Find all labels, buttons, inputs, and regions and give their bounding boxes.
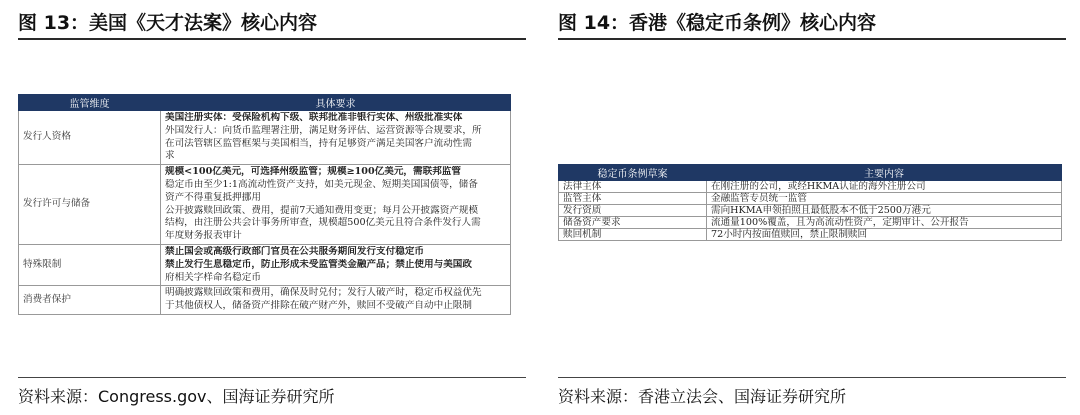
left-source-rule: [18, 377, 526, 378]
requirement-line: 求: [165, 150, 175, 162]
row-dimension: 特殊限制: [19, 244, 161, 285]
left-source: 资料来源：Congress.gov、国海证券研究所: [18, 387, 335, 406]
row-requirements: [161, 286, 511, 315]
header-dimension: 监管维度: [19, 95, 161, 111]
table-header-row: [19, 95, 511, 111]
hk-stablecoin-table: [558, 164, 1062, 241]
row-dimension: 发行许可与储备: [19, 165, 161, 245]
requirement-line: 资产不得重复抵押挪用: [165, 191, 261, 203]
right-source-rule: [558, 377, 1066, 378]
genius-act-table: [18, 94, 511, 315]
requirement-line: 结构，由注册公共会计事务所审查，规模超500亿美元且符合条件发行人需: [165, 217, 481, 229]
table-header-row: [559, 165, 1062, 181]
row-dimension: 发行人资格: [19, 111, 161, 165]
row-item: 法律主体: [559, 181, 707, 193]
table-row: [559, 217, 1062, 229]
table-row: [19, 111, 511, 165]
row-item: 赎回机制: [559, 229, 707, 241]
row-content: 在刚注册的公司，或经HKMA认证的海外注册公司: [707, 181, 1062, 193]
requirement-line: 府相关字样命名稳定币: [165, 271, 261, 283]
table-row: [559, 193, 1062, 205]
requirement-line: 规模<100亿美元，可选择州级监管；规模≥100亿美元，需联邦监管: [165, 166, 461, 178]
requirement-line: 美国注册实体：受保险机构下级、联邦批准非银行实体、州级批准实体: [165, 112, 463, 123]
requirement-line: 于其他债权人，储备资产排除在破产财产外，赎回不受破产自动中止限制: [165, 300, 472, 312]
row-requirements: [161, 111, 511, 165]
table-row: [19, 244, 511, 285]
row-item: 储备资产要求: [559, 217, 707, 229]
requirement-line: 禁止国会或高级行政部门官员在公共服务期间发行支付稳定币: [165, 245, 425, 257]
right-figure-title: 图 14：香港《稳定币条例》核心内容: [558, 12, 877, 34]
requirement-line: 禁止发行生息稳定币，防止形成未受监管类金融产品；禁止使用与美国政: [165, 258, 472, 270]
left-figure-title: 图 13：美国《天才法案》核心内容: [18, 12, 318, 34]
row-content: 72小时内按面值赎回，禁止限制赎回: [707, 229, 1062, 241]
table-row: [19, 286, 511, 315]
requirement-line: 稳定币由至少1:1高流动性资产支持，如美元现金、短期美国国债等，储备: [165, 178, 478, 190]
table-row: [559, 229, 1062, 241]
row-content: 需向HKMA申领拍照且最低股本不低于2500万港元: [707, 205, 1062, 217]
row-content: 流通量100%覆盖，且为高流动性资产，定期审计、公开报告: [707, 217, 1062, 229]
table-row: [559, 181, 1062, 193]
requirement-line: 在司法管辖区监管框架与美国相当，持有足够资产满足美国客户流动性需: [165, 137, 472, 149]
row-requirements: [161, 165, 511, 245]
right-title-rule: [558, 38, 1066, 40]
requirement-line: 外国发行人：向货币监理署注册，满足财务评估、运营资源等合规要求，所: [165, 124, 482, 136]
right-source: 资料来源：香港立法会、国海证券研究所: [558, 387, 847, 406]
table-row: [559, 205, 1062, 217]
row-content: 金融监管专员统一监管: [707, 193, 1062, 205]
requirement-line: 公开披露赎回政策、费用，提前7天通知费用变更；每月公开披露资产规模: [165, 204, 479, 216]
row-item: 监管主体: [559, 193, 707, 205]
row-requirements: [161, 244, 511, 285]
row-dimension: 消费者保护: [19, 286, 161, 315]
table-row: [19, 165, 511, 245]
requirement-line: 明确披露赎回政策和费用，确保及时兑付；发行人破产时，稳定币权益优先: [165, 287, 482, 299]
left-title-rule: [18, 38, 526, 40]
header-content: 主要内容: [707, 165, 1062, 181]
header-requirement: 具体要求: [161, 95, 511, 111]
requirement-line: 年度财务报表审计: [165, 230, 242, 242]
header-item: 稳定币条例草案: [559, 165, 707, 181]
row-item: 发行资质: [559, 205, 707, 217]
